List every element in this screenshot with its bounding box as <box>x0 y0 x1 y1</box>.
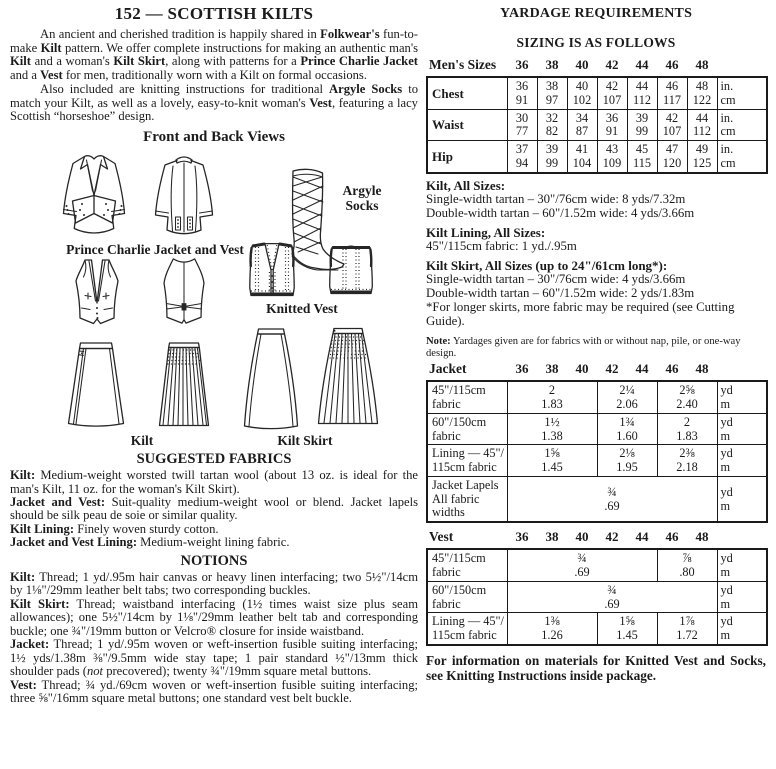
table-row <box>427 445 767 477</box>
intro-paragraph: An ancient and cherished tradition is happily shared in Folkwear's fun-to-make Kilt pattern. We offer complete instructions for making an authentic man's Kilt and a woman's Kilt Skirt, along with patterns for a Prince Charlie Jacket and a Vest for men, traditionally worn with a Kilt on formal occasions. <box>10 27 419 83</box>
fabric-item: Jacket and Vest: Suit-quality medium-weight wool or blend. Jacket lapels should be silk peau de soie or similar quality. <box>10 494 418 523</box>
table-row <box>427 581 767 613</box>
unit-cell: in. cm <box>717 109 767 141</box>
yardage-note-kilt-lining: Kilt Lining, All Sizes: 45"/115cm fabric: 1 yd./.95m <box>426 224 577 254</box>
kilt-front-illustration <box>60 338 132 430</box>
row-label-cell: 45"/115cm fabric <box>427 549 507 581</box>
yardage-cell: 2¼ 2.06 <box>597 381 657 413</box>
row-label-cell: Waist <box>427 109 507 141</box>
kilt-skirt-back-illustration <box>313 325 383 431</box>
measure-cell: 36 91 <box>507 77 537 109</box>
unit-cell: in. cm <box>717 77 767 109</box>
kilt-label: Kilt <box>130 433 154 449</box>
sizing-heading: SIZING IS AS FOLLOWS <box>516 35 676 50</box>
measure-cell: 42 107 <box>657 109 687 141</box>
row-label-cell: Chest <box>427 77 507 109</box>
yardage-cell: ¾ .69 <box>507 549 657 581</box>
knitting-info-footer: For information on materials for Knitted Vest and Socks, see Knitting Instructions inside package. <box>426 652 766 684</box>
kilt-back-illustration <box>153 338 215 430</box>
row-label-cell: Lining — 45"/ 115cm fabric <box>427 613 507 645</box>
right-column <box>426 0 766 697</box>
size-header-cell: 46 <box>665 361 679 377</box>
measure-cell: 34 87 <box>567 109 597 141</box>
unit-cell: yd m <box>717 445 767 477</box>
unit-cell: yd m <box>717 413 767 445</box>
yardage-cell: 1⅜ 1.26 <box>507 613 597 645</box>
notion-item: Vest: Thread; ¾ yd./69cm woven or weft-insertion fusible suiting interfacing; three ⅝"/16mm square metal buttons; one standard vest belt buckle. <box>10 677 418 706</box>
table-title-cell: Men's Sizes <box>429 57 497 72</box>
kilt-skirt-label: Kilt Skirt <box>277 433 333 449</box>
size-header-cell: 36 <box>515 57 529 72</box>
unit-cell: yd m <box>717 613 767 645</box>
measure-cell: 47 120 <box>657 141 687 173</box>
unit-header-cell <box>717 529 767 549</box>
kilt-skirt-front-illustration <box>240 325 302 433</box>
measure-cell: 41 104 <box>567 141 597 173</box>
yardage-note-kilt: Kilt, All Sizes: Single-width tartan – 30"/76cm wide: 8 yds/7.32m Double-width tartan – 60"/1.52m wide: 4 yds/3.66m <box>426 177 695 220</box>
fabric-item: Kilt Lining: Finely woven sturdy cotton. <box>10 521 219 536</box>
nap-note: Note: Yardages given are for fabrics with or without nap, pile, or one-way design. <box>426 336 741 359</box>
unit-cell: in. cm <box>717 141 767 173</box>
size-header-cell: 36 <box>515 529 529 545</box>
size-header-cell: 44 <box>635 529 649 545</box>
size-header-cell: 42 <box>605 361 619 377</box>
table-row <box>427 141 767 173</box>
intro-section <box>10 28 418 124</box>
yardage-cell: ¾ .69 <box>507 581 717 613</box>
table-row <box>427 549 767 581</box>
vest-yardage-table <box>426 529 768 646</box>
knitted-vest-back-illustration <box>323 240 379 302</box>
vest-back-illustration <box>152 255 216 327</box>
row-label-cell: Hip <box>427 141 507 173</box>
size-header-cell: 42 <box>605 529 619 545</box>
measure-cell: 44 112 <box>687 109 717 141</box>
table-row <box>427 77 767 109</box>
measure-cell: 49 125 <box>687 141 717 173</box>
size-header-cell: 36 <box>515 361 529 377</box>
measure-cell: 32 82 <box>537 109 567 141</box>
jacket-yardage-table <box>426 361 768 523</box>
size-header-cell: 38 <box>545 361 559 377</box>
yardage-cell: 1½ 1.38 <box>507 413 597 445</box>
size-header-cell: 48 <box>695 361 709 377</box>
size-header-cell: 44 <box>635 361 649 377</box>
measure-cell: 42 107 <box>597 77 627 109</box>
yardage-cell: 1⅞ 1.72 <box>657 613 717 645</box>
size-header-cell: 46 <box>665 57 679 72</box>
unit-cell: yd m <box>717 549 767 581</box>
notion-item: Jacket: Thread; 1 yd/.95m woven or weft-insertion fusible suiting interfacing; 1½ yds/1.38m ⅜"/9.5mm wide stay tape; 1 pair standard ½"/13mm thick shoulder pads (not precovered); twenty ¾"/19mm square metal buttons. <box>10 637 418 679</box>
yardage-cell: 2⅛ 1.95 <box>597 445 657 477</box>
yardage-notes <box>426 179 766 329</box>
table-row <box>427 109 767 141</box>
measure-cell: 36 91 <box>597 109 627 141</box>
unit-header-cell <box>717 57 767 77</box>
measure-cell: 44 112 <box>627 77 657 109</box>
suggested-fabrics-heading: SUGGESTED FABRICS <box>136 451 292 468</box>
notions-heading: NOTIONS <box>180 552 248 569</box>
table-row <box>427 413 767 445</box>
table-title-cell: Jacket <box>429 361 467 377</box>
front-and-back-views-illustrations <box>10 146 418 448</box>
unit-cell: yd m <box>717 476 767 522</box>
yardage-cell: 1⅝ 1.45 <box>507 445 597 477</box>
argyle-socks-label: Argyle Socks <box>342 183 382 213</box>
measure-cell: 46 117 <box>657 77 687 109</box>
yardage-cell: ¾ .69 <box>507 476 717 522</box>
vest-front-illustration <box>66 256 128 328</box>
yardage-cell: 2 1.83 <box>657 413 717 445</box>
measure-cell: 43 109 <box>597 141 627 173</box>
size-header-cell: 48 <box>695 529 709 545</box>
measure-cell: 40 102 <box>567 77 597 109</box>
left-column <box>10 2 418 706</box>
size-header-cell: 48 <box>695 57 709 72</box>
row-label-cell: Jacket Lapels All fabric widths <box>427 476 507 522</box>
unit-cell: yd m <box>717 581 767 613</box>
yardage-cell: 2⅜ 2.18 <box>657 445 717 477</box>
unit-header-cell <box>717 361 767 381</box>
table-title-cell: Vest <box>429 529 454 545</box>
size-header-cell: 38 <box>545 57 559 72</box>
front-and-back-views-heading: Front and Back Views <box>143 129 285 146</box>
fabric-item: Jacket and Vest Lining: Medium-weight lining fabric. <box>10 535 290 550</box>
table-header-row <box>427 529 767 549</box>
measure-cell: 38 97 <box>537 77 567 109</box>
row-label-cell: 60"/150cm fabric <box>427 413 507 445</box>
notion-item: Kilt Skirt: Thread; waistband interfacing (1½ times waist size plus seam allowances); one 5½"/14cm by 1⅛"/29mm leather belt tab and corresponding buckle; one ¾"/19mm button or Velcro® closure for inside waistband. <box>10 596 418 638</box>
yardage-cell: 2 1.83 <box>507 381 597 413</box>
size-header-cell: 40 <box>575 57 589 72</box>
row-label-cell: 60"/150cm fabric <box>427 581 507 613</box>
yardage-note-kilt-skirt: Kilt Skirt, All Sizes (up to 24"/61cm long*): Single-width tartan – 30"/76cm wide: 4 yds/3.66m Double-width tartan – 60"/1.52m wide: 2 yds/1.83m *For longer skirts, more fabric may be required (see Cutting Guide). <box>426 258 735 329</box>
jacket-back-illustration <box>148 151 220 246</box>
intro-paragraph: Also included are knitting instructions for traditional Argyle Socks to match your Kilt, as well as a lovely, easy-to-knit woman's Vest, featuring a lacy Scottish “horseshoe” design. <box>10 81 419 124</box>
size-header-cell: 40 <box>575 529 589 545</box>
table-row <box>427 613 767 645</box>
yardage-cell: ⅞ .80 <box>657 549 717 581</box>
size-header-cell: 38 <box>545 529 559 545</box>
yardage-cell: 2⅝ 2.40 <box>657 381 717 413</box>
notions-section <box>10 571 418 706</box>
size-header-cell: 42 <box>605 57 619 72</box>
yardage-requirements-heading: YARDAGE REQUIREMENTS <box>499 6 693 21</box>
table-header-row <box>427 361 767 381</box>
row-label-cell: 45"/115cm fabric <box>427 381 507 413</box>
size-header-cell: 46 <box>665 529 679 545</box>
fabric-item: Kilt: Medium-weight worsted twill tartan wool (about 13 oz. is ideal for the man's Kilt, 11 oz. for the woman's Kilt Skirt). <box>10 468 418 496</box>
table-header-row <box>427 57 767 77</box>
table-row <box>427 476 767 522</box>
yardage-cell: 1⅝ 1.45 <box>597 613 657 645</box>
notion-item: Kilt: Thread; 1 yd/.95m hair canvas or heavy linen interfacing; two 5½"/14cm by 1⅛"/29mm leather belt tabs; two corresponding buckles. <box>10 569 418 598</box>
yardage-cell: 1¾ 1.60 <box>597 413 657 445</box>
measure-cell: 39 99 <box>537 141 567 173</box>
measure-cell: 45 115 <box>627 141 657 173</box>
measure-cell: 39 99 <box>627 109 657 141</box>
knitted-vest-label: Knitted Vest <box>266 301 338 317</box>
jacket-front-illustration <box>56 150 132 245</box>
measure-cell: 48 122 <box>687 77 717 109</box>
unit-cell: yd m <box>717 381 767 413</box>
suggested-fabrics-section <box>10 469 418 550</box>
measure-cell: 30 77 <box>507 109 537 141</box>
row-label-cell: Lining — 45"/ 115cm fabric <box>427 445 507 477</box>
measure-cell: 37 94 <box>507 141 537 173</box>
prince-charlie-label: Prince Charlie Jacket and Vest <box>66 242 244 258</box>
page-title: 152 — SCOTTISH KILTS <box>114 4 314 23</box>
mens-sizes-table <box>426 57 768 174</box>
size-header-cell: 40 <box>575 361 589 377</box>
size-header-cell: 44 <box>635 57 649 72</box>
table-row <box>427 381 767 413</box>
